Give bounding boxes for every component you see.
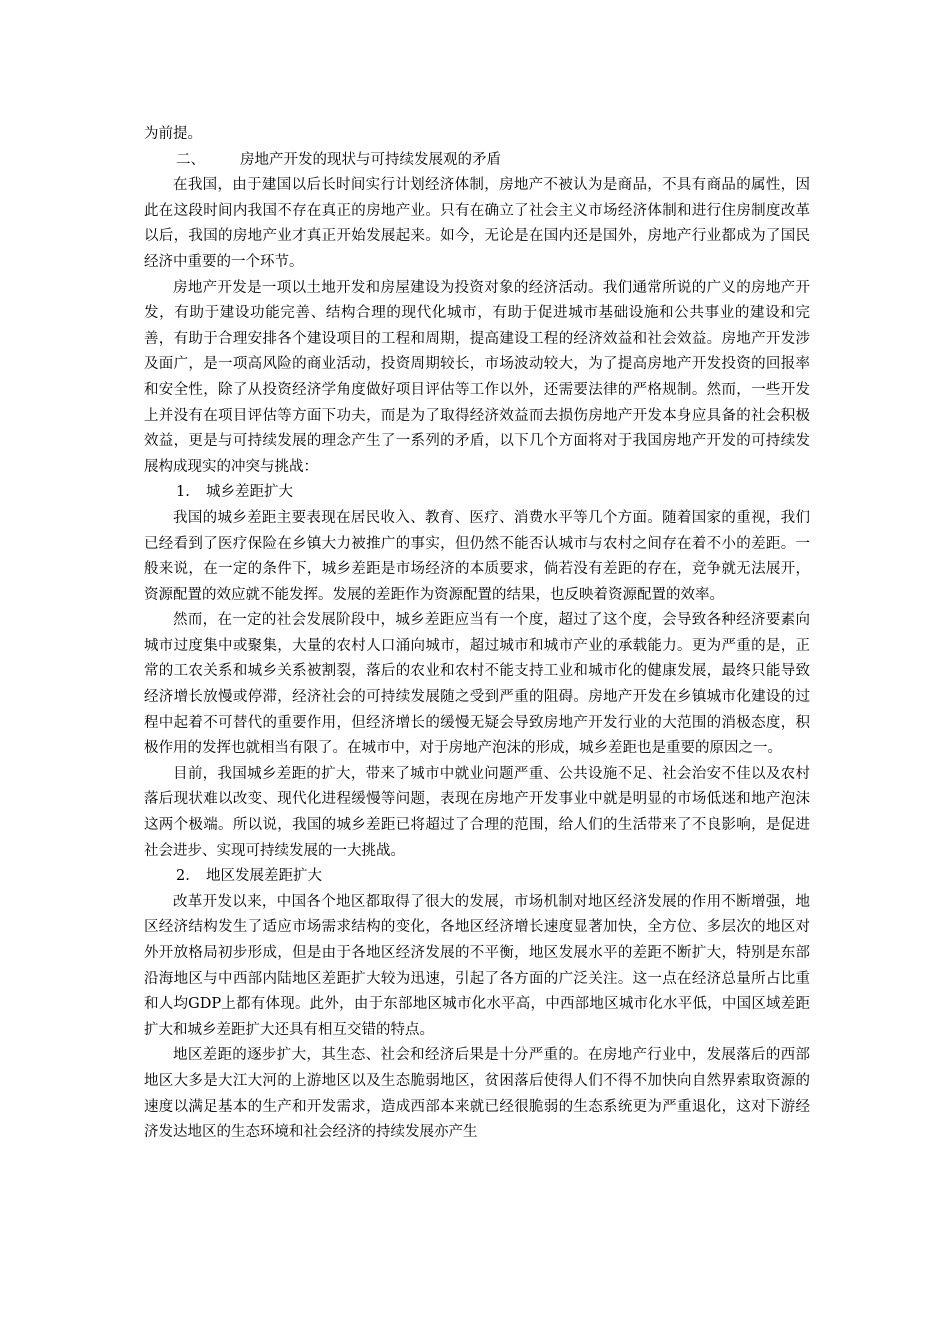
subsection-heading	[144, 480, 810, 506]
section-title: 房地产开发的现状与可持续发展观的矛盾	[240, 151, 501, 168]
paragraph: 然而，在一定的社会发展阶段中，城乡差距应当有一个度，超过了这个度，会导致各种经济要素向城市过度集中或聚集，大量的农村人口涌向城市，超过城市和城市产业的承载能力。更为严重的是，正常的工农关系和城乡关系被割裂，落后的农业和农村不能支持工业和城市化的健康发展，最终只能导致经济增长放慢或停滞，经济社会的可持续发展随之受到严重的阻碍。房地产开发在乡镇城市化建设的过程中起着不可替代的重要作用，但经济增长的缓慢无疑会导致房地产开发行业的大范围的消极态度，积极作用的发挥也就相当有限了。在城市中，对于房地产泡沫的形成，城乡差距也是重要的原因之一。	[144, 612, 810, 757]
paragraph: 房地产开发是一项以土地开发和房屋建设为投资对象的经济活动。我们通常所说的广义的房地产开发，有助于建设功能完善、结构合理的现代化城市，有助于促进城市基础设施和公共事业的建设和完善，有助于合理安排各个建设项目的工程和周期，提高建设工程的经济效益和社会效益。房地产开发涉及面广，是一项高风险的商业活动，投资周期较长，市场波动较大，为了提高房地产开发投资的回报率和安全性，除了从投资经济学角度做好项目评估等工作以外，还需要法律的严格规制。然而，一些开发上并没有在项目评估等方面下功夫，而是为了取得经济效益而去损伤房地产开发本身应具备的社会积极效益，更是与可持续发展的理念产生了一系列的矛盾，以下几个方面将对于我国房地产开发的可持续发展构成现实的冲突与挑战：	[144, 279, 810, 475]
subsection-title: 城乡差距扩大	[206, 484, 293, 501]
section-number: 二、	[176, 151, 205, 168]
paragraph: 我国的城乡差距主要表现在居民收入、教育、医疗、消费水平等几个方面。随着国家的重视，我们已经看到了医疗保险在乡镇大力被推广的事实，但仍然不能否认城市与农村之间存在着不小的差距。一般来说，在一定的条件下，城乡差距是市场经济的本质要求，倘若没有差距的存在，竞争就无法展开，资源配置的效应就不能发挥。发展的差距作为资源配置的结果，也反映着资源配置的效率。	[144, 509, 810, 603]
subsection-number: 2.	[176, 868, 190, 885]
paragraph: 目前，我国城乡差距的扩大，带来了城市中就业问题严重、公共设施不足、社会治安不佳以及农村落后现状难以改变、现代化进程缓慢等问题，表现在房地产开发事业中就是明显的市场低迷和地产泡沫这两个极端。所以说，我国的城乡差距已将超过了合理的范围，给人们的生活带来了不良影响，是促进社会进步、实现可持续发展的一大挑战。	[144, 765, 810, 859]
subsection-title: 地区发展差距扩大	[206, 868, 322, 885]
section-heading	[144, 148, 810, 174]
paragraph: 地区差距的逐步扩大，其生态、社会和经济后果是十分严重的。在房地产行业中，发展落后的西部地区大多是大江大河的上游地区以及生态脆弱地区，贫困落后使得人们不得不加快向自然界索取资源的速度以满足基本的生产和开发需求，造成西部本来就已经很脆弱的生态系统更为严重退化，这对下游经济发达地区的生态环境和社会经济的持续发展亦产生	[144, 1047, 810, 1141]
paragraph: 在我国，由于建国以后长时间实行计划经济体制，房地产不被认为是商品，不具有商品的属性，因此在这段时间内我国不存在真正的房地产业。只有在确立了社会主义市场经济体制和进行住房制度改革以后，我国的房地产业才真正开始发展起来。如今，无论是在国内还是国外，房地产行业都成为了国民经济中重要的一个环节。	[144, 177, 810, 270]
paragraph: 为前提。	[144, 126, 202, 142]
subsection-heading	[144, 864, 810, 890]
document-page	[144, 122, 810, 1146]
paragraph: 改革开发以来，中国各个地区都取得了很大的发展，市场机制对地区经济发展的作用不断增强，地区经济结构发生了适应市场需求结构的变化，各地区经济增长速度显著加快，全方位、多层次的地区对外开放格局初步形成，但是由于各地区经济发展的不平衡，地区发展水平的差距不断扩大，特别是东部沿海地区与中西部内陆地区差距扩大较为迅速，引起了各方面的广泛关注。这一点在经济总量所占比重和人均GDP上都有体现。此外，由于东部地区城市化水平高，中西部地区城市化水平低，中国区域差距扩大和城乡差距扩大还具有相互交错的特点。	[144, 893, 810, 1038]
subsection-number: 1.	[176, 484, 190, 501]
